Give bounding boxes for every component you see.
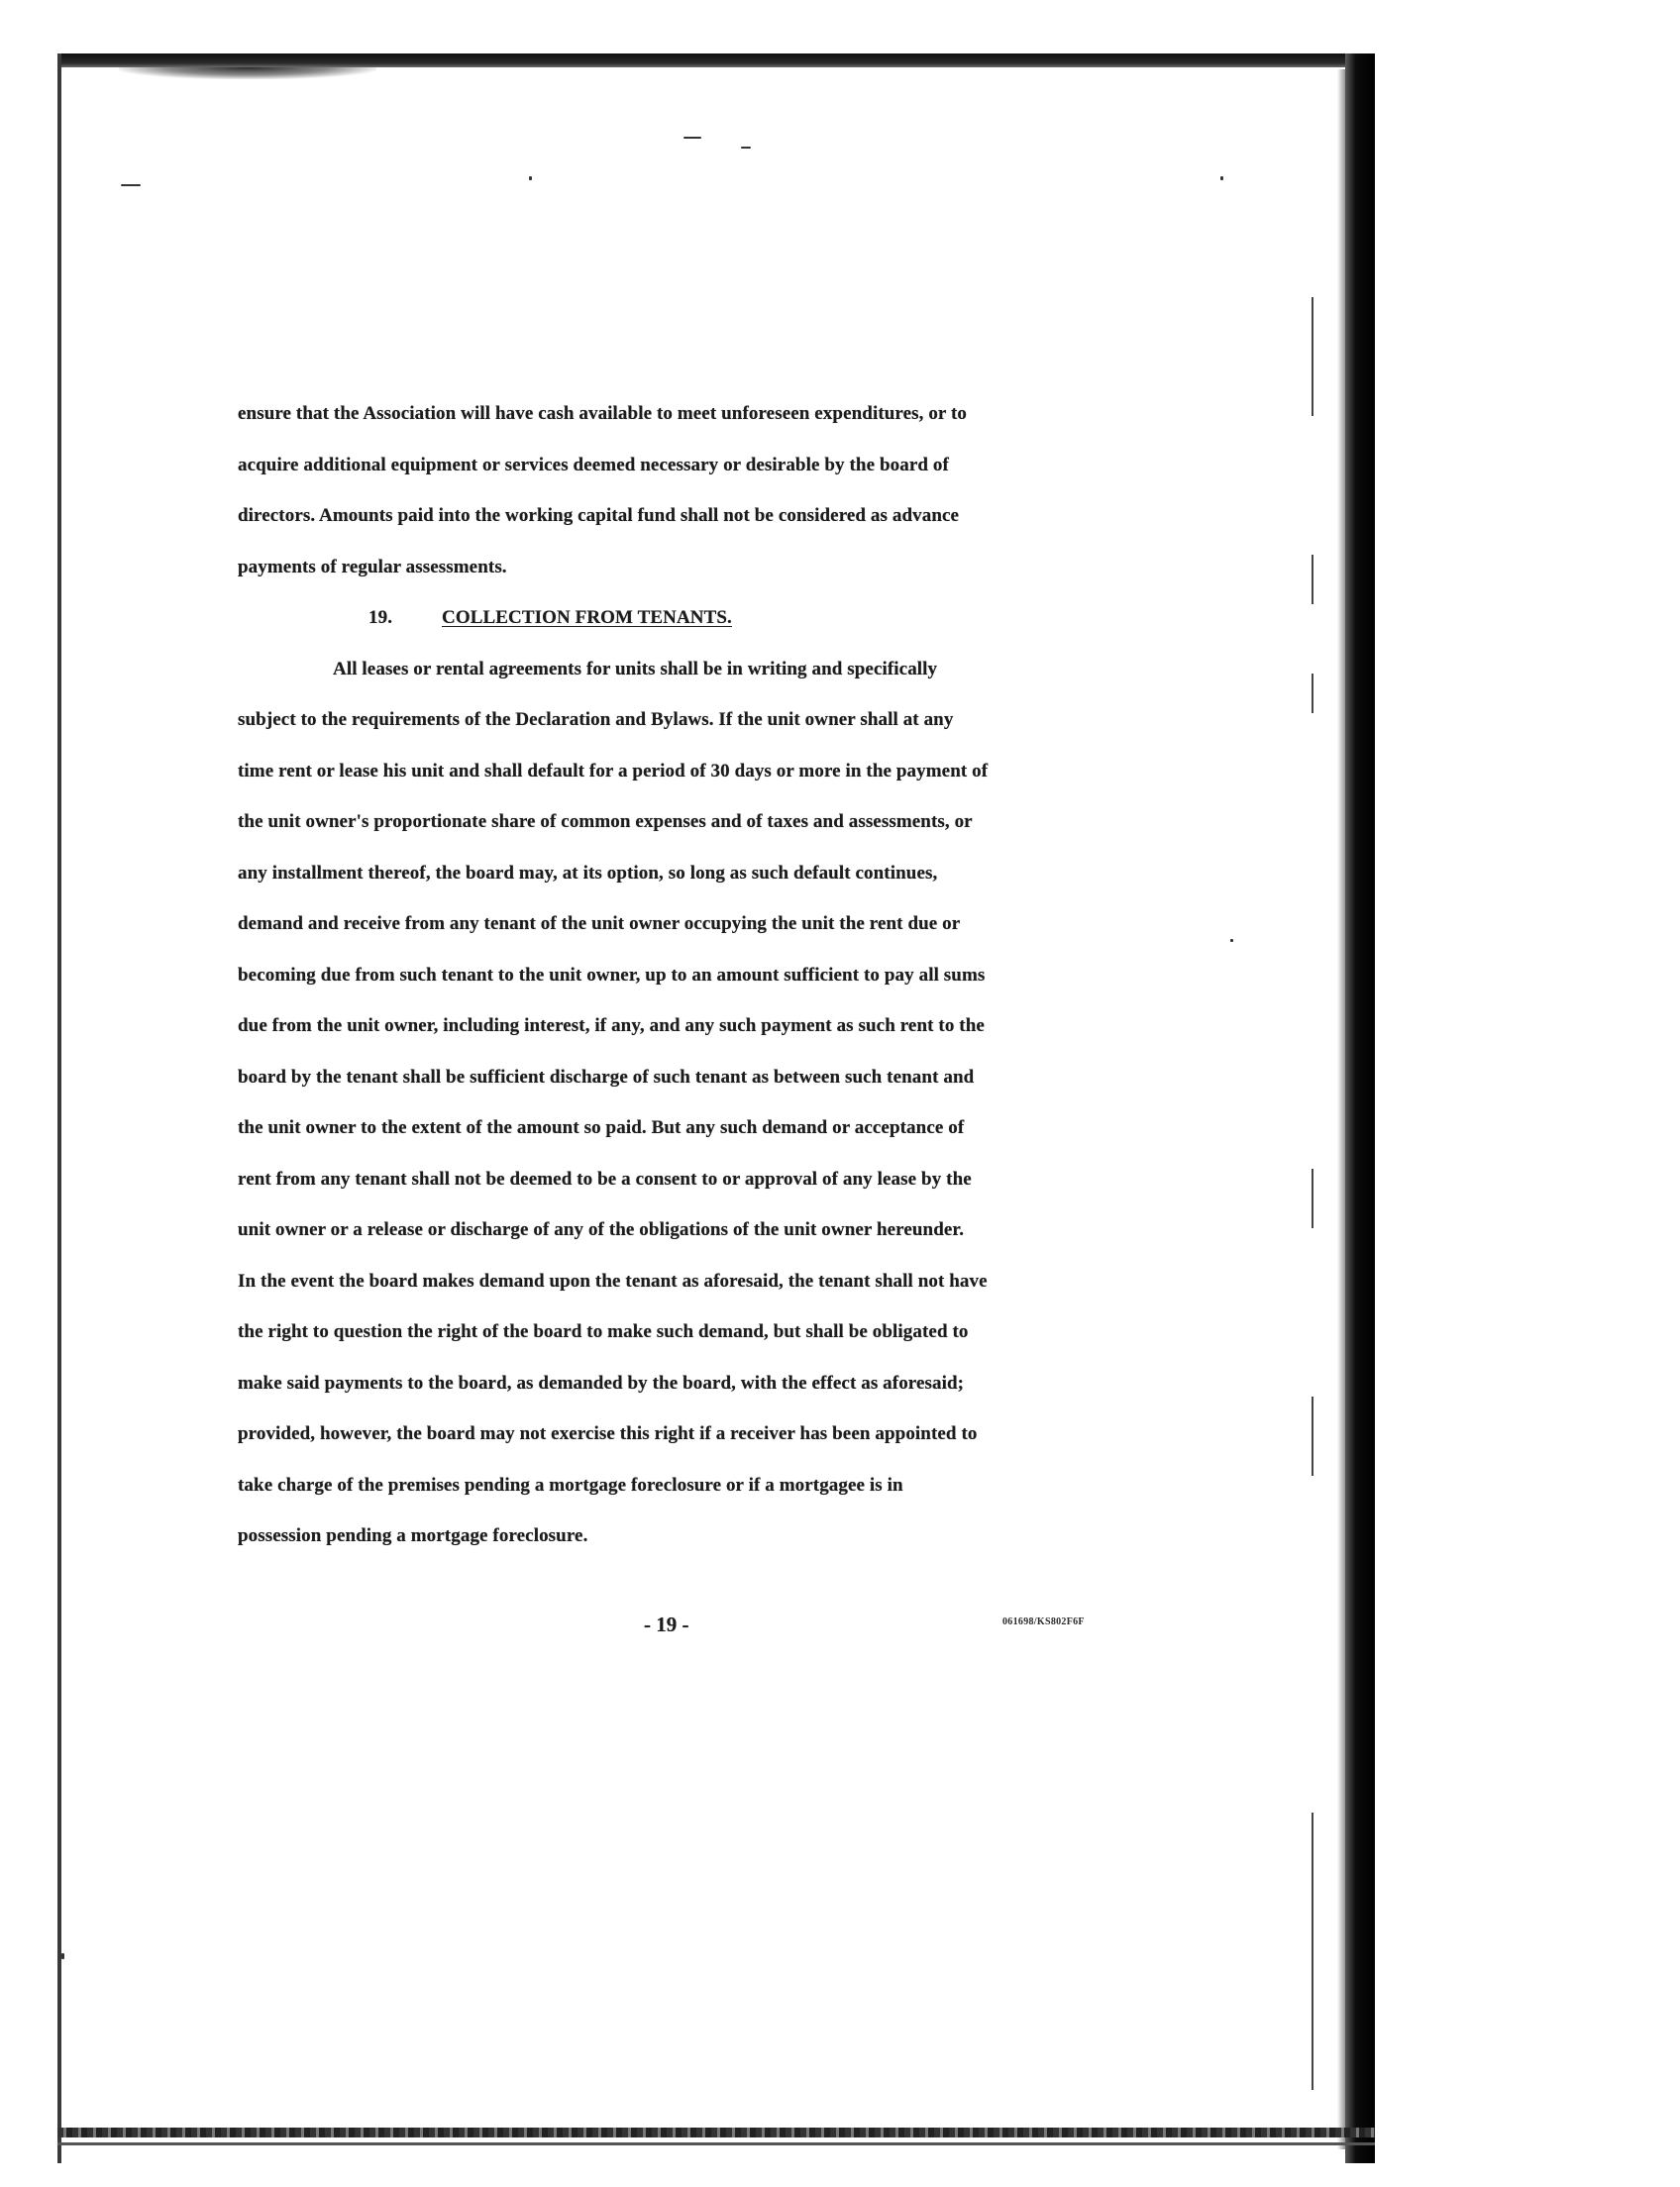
- section-heading: [238, 592, 1129, 644]
- scan-speck: [121, 184, 141, 186]
- scan-right-shadow: [1337, 69, 1345, 2149]
- scan-right-edge: [1345, 53, 1375, 2163]
- text-line: possession pending a mortgage foreclosure.: [238, 1525, 588, 1546]
- text-line: time rent or lease his unit and shall default for a period of 30 days or more in the payment of: [238, 760, 989, 781]
- margin-mark: [1312, 1169, 1313, 1228]
- text-line: take charge of the premises pending a mortgage foreclosure or if a mortgagee is in: [238, 1474, 903, 1496]
- section-title: COLLECTION FROM TENANTS.: [442, 607, 732, 628]
- text-line: ensure that the Association will have cash available to meet unforeseen expenditures, or to: [238, 403, 967, 424]
- text-line: board by the tenant shall be sufficient discharge of such tenant as between such tenant and: [238, 1066, 975, 1088]
- scan-bottom-edge: [57, 2128, 1375, 2137]
- document-body: [238, 388, 1129, 1562]
- text-line: In the event the board makes demand upon the tenant as aforesaid, the tenant shall not have: [238, 1270, 988, 1292]
- text-line: payments of regular assessments.: [238, 556, 507, 577]
- margin-mark: [1312, 1397, 1313, 1476]
- scan-speck: [61, 1953, 64, 1959]
- text-line: provided, however, the board may not exercise this right if a receiver has been appointed to: [238, 1423, 978, 1444]
- margin-mark: [1312, 297, 1313, 416]
- text-line: becoming due from such tenant to the unit owner, up to an amount sufficient to pay all sums: [238, 964, 986, 986]
- scan-bottom-line: [57, 2142, 1375, 2145]
- scan-speck: [683, 137, 701, 139]
- scan-speck: [529, 176, 532, 180]
- document-code: 061698/KS802F6F: [1002, 1616, 1085, 1627]
- page-number: - 19 -: [644, 1613, 689, 1636]
- scan-speck: [1230, 939, 1233, 942]
- text-line: All leases or rental agreements for units shall be in writing and specifically: [333, 658, 938, 679]
- scan-top-edge: [57, 53, 1375, 67]
- text-line: any installment thereof, the board may, at its option, so long as such default continues,: [238, 862, 938, 884]
- text-line: acquire additional equipment or services deemed necessary or desirable by the board of: [238, 454, 949, 475]
- text-line: the right to question the right of the board to make such demand, but shall be obligated to: [238, 1321, 969, 1342]
- text-line: due from the unit owner, including interest, if any, and any such payment as such rent to the: [238, 1015, 985, 1036]
- margin-mark: [1312, 555, 1313, 604]
- section-number: 19.: [368, 607, 393, 628]
- text-line: the unit owner's proportionate share of common expenses and of taxes and assessments, or: [238, 811, 973, 832]
- text-line: unit owner or a release or discharge of any of the obligations of the unit owner hereunder.: [238, 1219, 965, 1240]
- text-line: make said payments to the board, as demanded by the board, with the effect as aforesaid;: [238, 1372, 965, 1394]
- text-line: subject to the requirements of the Declaration and Bylaws. If the unit owner shall at any: [238, 709, 954, 730]
- scan-speck: [1220, 176, 1223, 180]
- scan-speck: [741, 147, 751, 149]
- text-line: directors. Amounts paid into the working capital fund shall not be considered as advance: [238, 505, 960, 526]
- scan-left-edge: [57, 53, 61, 2163]
- scan-smudge: [119, 67, 376, 79]
- text-line: rent from any tenant shall not be deemed to be a consent to or approval of any lease by the: [238, 1168, 972, 1190]
- margin-mark: [1312, 1813, 1313, 2090]
- text-line: demand and receive from any tenant of the unit owner occupying the unit the rent due or: [238, 913, 961, 934]
- text-line: the unit owner to the extent of the amount so paid. But any such demand or acceptance of: [238, 1117, 965, 1138]
- margin-mark: [1312, 674, 1313, 713]
